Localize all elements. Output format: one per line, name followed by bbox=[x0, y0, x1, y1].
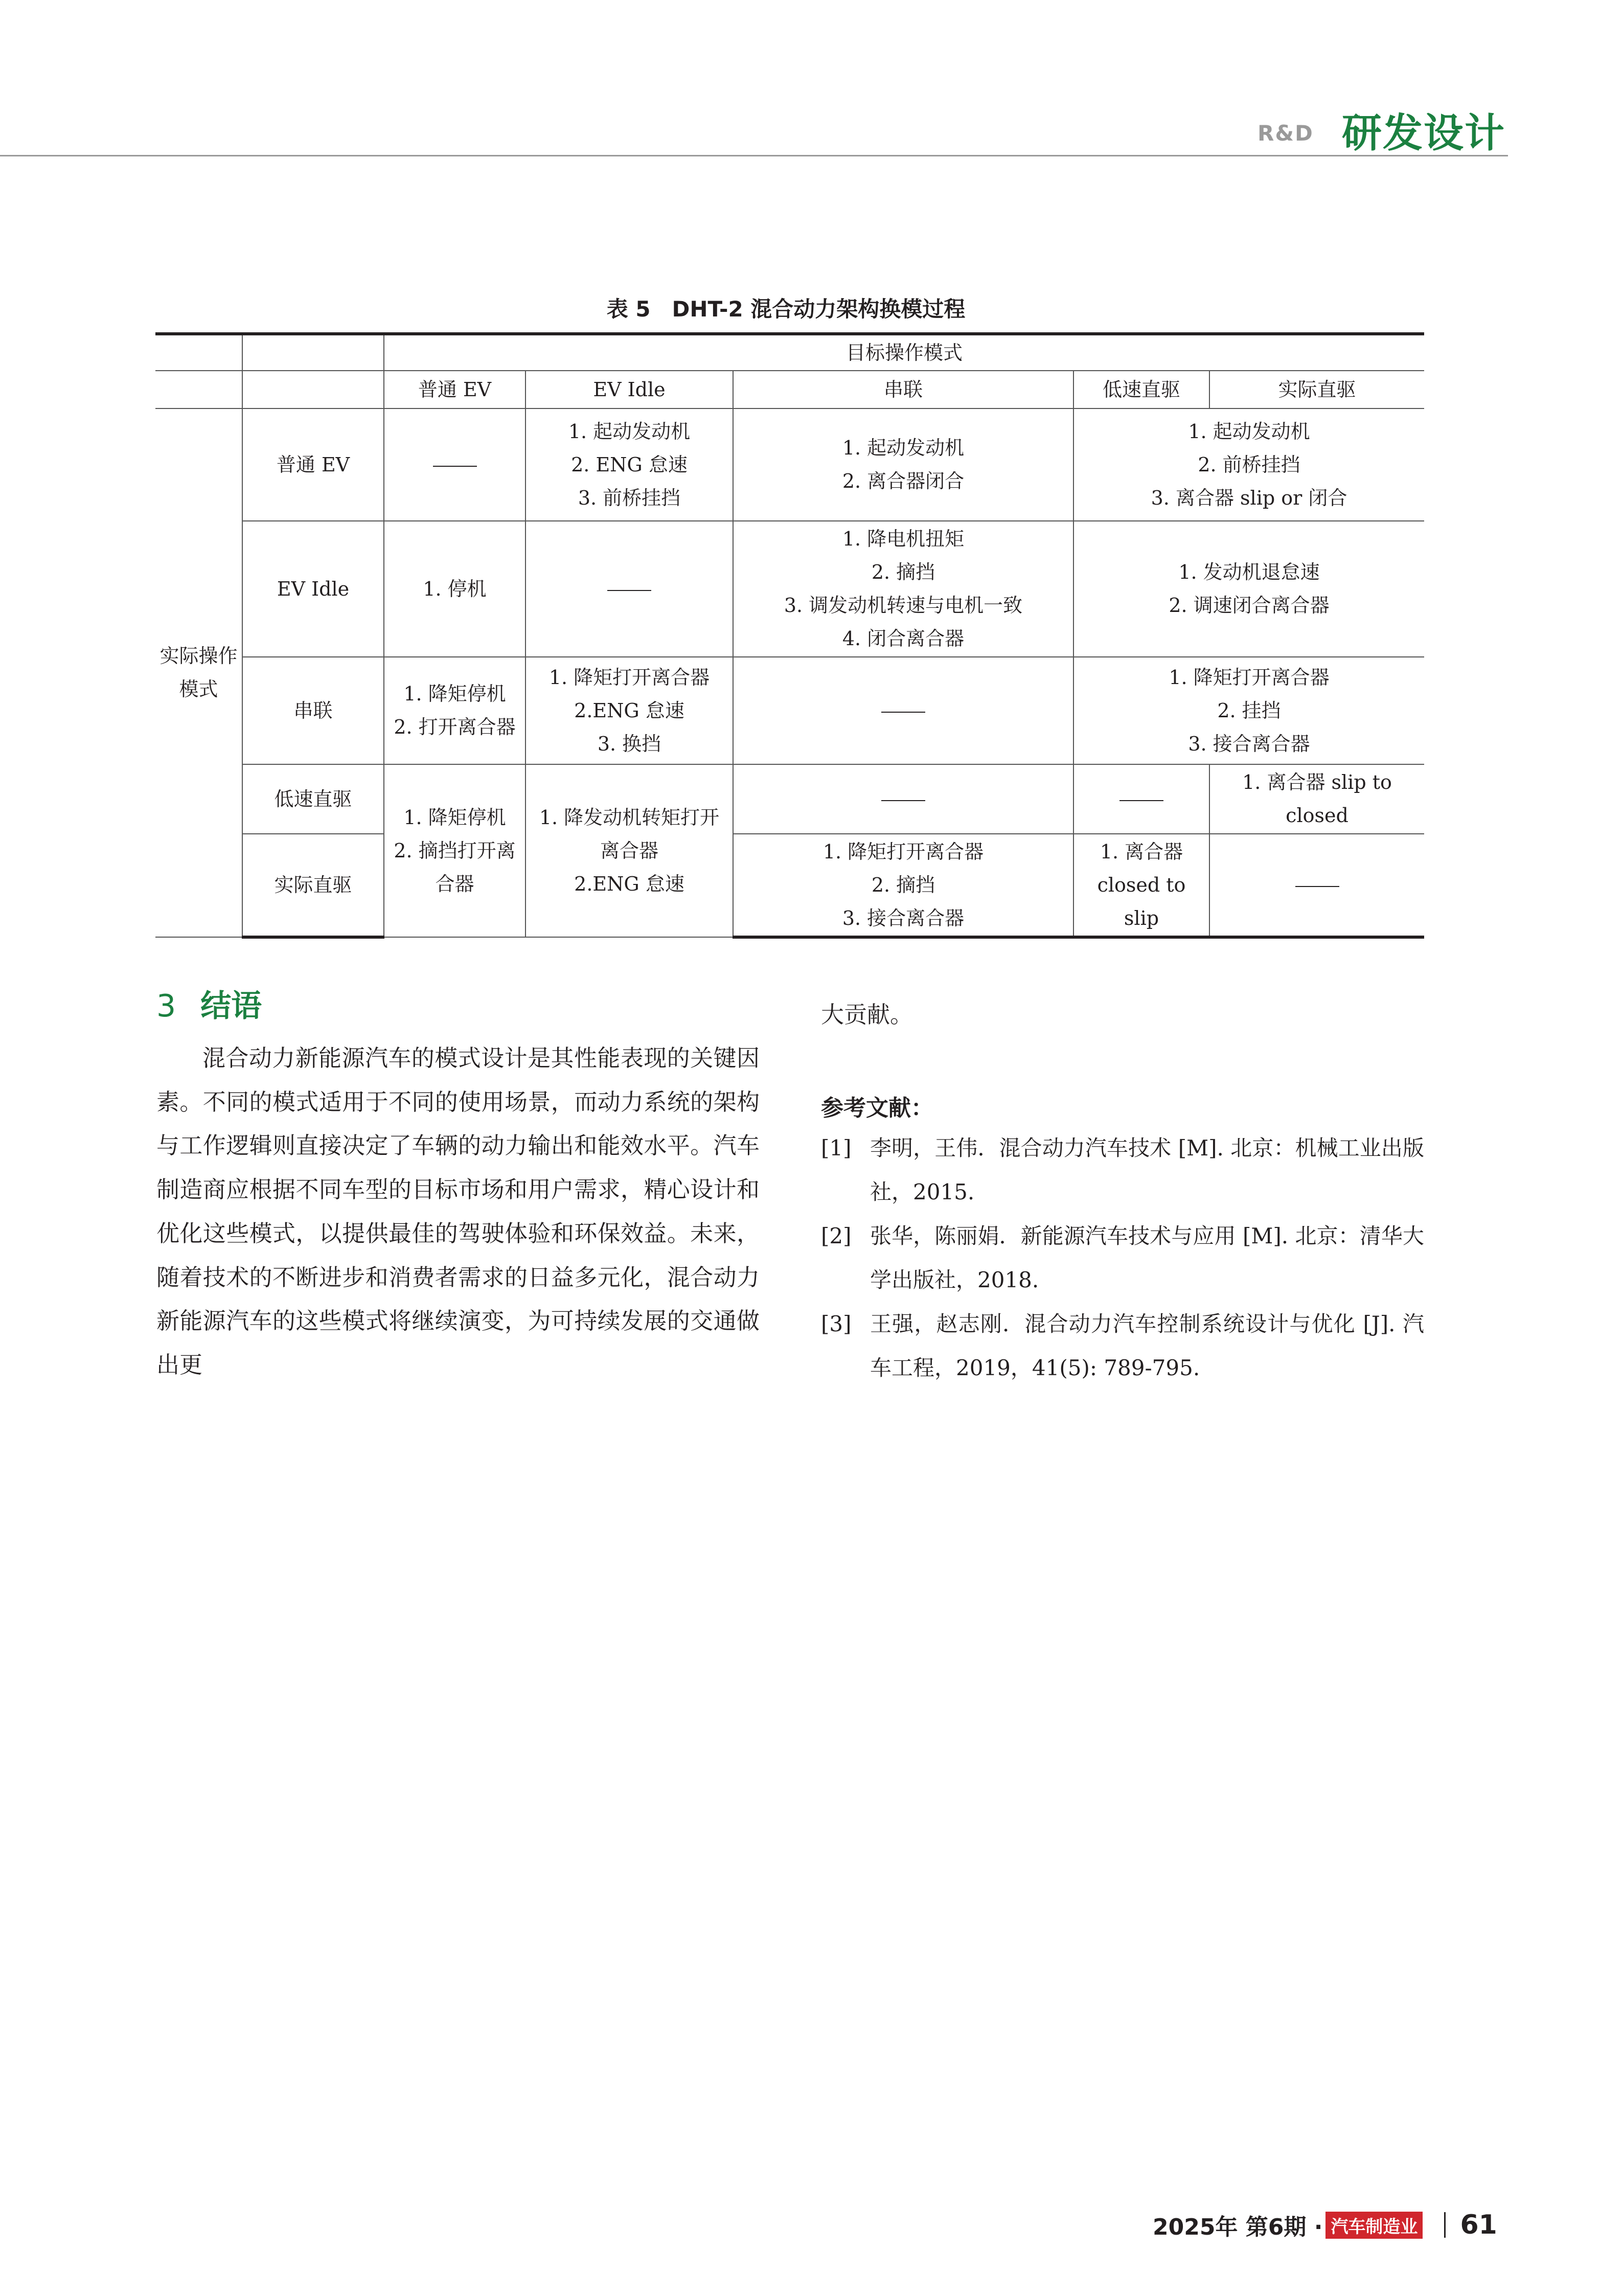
table-corner bbox=[242, 334, 384, 371]
table-cell: 1. 离合器 slip to closed bbox=[1209, 764, 1424, 834]
target-mode-header: 目标操作模式 bbox=[384, 334, 1424, 371]
table-cell: 1. 降矩打开离合器 2.ENG 怠速 3. 换挡 bbox=[525, 657, 733, 764]
row-header: 实际直驱 bbox=[242, 834, 384, 937]
table-cell: 1. 降矩打开离合器 2. 摘挡 3. 接合离合器 bbox=[733, 834, 1073, 937]
table-cell: 1. 起动发动机 2. 前桥挂挡 3. 离合器 slip or 闭合 bbox=[1073, 408, 1424, 521]
reference-item: [3] 王强，赵志刚．混合动力汽车控制系统设计与优化 [J]. 汽车工程，2019，41(5): 789-795. bbox=[821, 1311, 1424, 1380]
table-cell: 1. 停机 bbox=[384, 521, 525, 657]
page-number: 61 bbox=[1460, 2210, 1497, 2240]
header-rule bbox=[0, 155, 1508, 156]
conclusion-paragraph: 混合动力新能源汽车的模式设计是其性能表现的关键因素。不同的模式适用于不同的使用场景，而动力系统的架构与工作逻辑则直接决定了车辆的动力输出和能效水平。汽车制造商应根据不同车型的目标市场和用户需求，精心设计和优化这些模式，以提供最佳的驾驶体验和环保效益。未来，随着技术的不断进步和消费者需求的日益多元化，混合动力新能源汽车的这些模式将继续演变，为可持续发展的交通做出更 bbox=[156, 1044, 760, 1378]
table-cell-empty bbox=[1073, 764, 1209, 834]
reference-item: [1] 李明，王伟．混合动力汽车技术 [M]. 北京：机械工业出版社，2015. bbox=[821, 1135, 1424, 1204]
header-section-en: R&D bbox=[1258, 121, 1314, 146]
journal-logo: 汽车制造业 bbox=[1325, 2212, 1423, 2239]
col-header: 串联 bbox=[733, 371, 1073, 408]
row-header: EV Idle bbox=[242, 521, 384, 657]
row-header: 低速直驱 bbox=[242, 764, 384, 834]
table-cell: 1. 降矩停机 2. 打开离合器 bbox=[384, 657, 525, 764]
table-cell: 1. 降矩停机 2. 摘挡打开离 合器 bbox=[384, 764, 525, 937]
section-title: 结语 bbox=[200, 988, 262, 1024]
col-header: 低速直驱 bbox=[1073, 371, 1209, 408]
table-corner bbox=[242, 371, 384, 408]
references-list bbox=[821, 1126, 1424, 1390]
col-header: 实际直驱 bbox=[1209, 371, 1424, 408]
row-group-label: 实际操作模式 bbox=[155, 408, 242, 937]
footer-issue: 2025年 第6期 · bbox=[1153, 2214, 1323, 2240]
table-corner bbox=[155, 371, 242, 408]
table-cell: 1. 起动发动机 2. ENG 怠速 3. 前桥挂挡 bbox=[525, 408, 733, 521]
table-cell: 1. 起动发动机 2. 离合器闭合 bbox=[733, 408, 1073, 521]
section-number: 3 bbox=[156, 988, 176, 1024]
table-cell: 1. 降发动机转矩打开 离合器 2.ENG 怠速 bbox=[525, 764, 733, 937]
table-corner bbox=[155, 334, 242, 371]
header-section-title: 研发设计 bbox=[1342, 110, 1506, 156]
table-cell-empty bbox=[733, 764, 1073, 834]
references-heading: 参考文献： bbox=[821, 1095, 933, 1121]
footer-divider bbox=[1444, 2212, 1446, 2238]
reference-item: [2] 张华，陈丽娟．新能源汽车技术与应用 [M]. 北京：清华大学出版社，2018. bbox=[821, 1223, 1424, 1292]
table-cell: 1. 降电机扭矩 2. 摘挡 3. 调发动机转速与电机一致 4. 闭合离合器 bbox=[733, 521, 1073, 657]
table-cell-empty bbox=[1209, 834, 1424, 937]
table-cell: 1. 发动机退怠速 2. 调速闭合离合器 bbox=[1073, 521, 1424, 657]
section-heading bbox=[156, 982, 262, 1026]
row-header: 串联 bbox=[242, 657, 384, 764]
col-header: 普通 EV bbox=[384, 371, 525, 408]
table-cell: 1. 降矩打开离合器 2. 挂挡 3. 接合离合器 bbox=[1073, 657, 1424, 764]
table-cell-empty bbox=[733, 657, 1073, 764]
table-caption: 表 5 DHT-2 混合动力架构换模过程 bbox=[606, 297, 966, 322]
table-cell: 1. 离合器 closed to slip bbox=[1073, 834, 1209, 937]
conclusion-paragraph-continued: 大贡献。 bbox=[821, 1001, 913, 1028]
mode-switch-table bbox=[155, 332, 1424, 939]
page-footer bbox=[1153, 2209, 1497, 2241]
col-header: EV Idle bbox=[525, 371, 733, 408]
table-cell-empty bbox=[384, 408, 525, 521]
table-cell-empty bbox=[525, 521, 733, 657]
row-header: 普通 EV bbox=[242, 408, 384, 521]
